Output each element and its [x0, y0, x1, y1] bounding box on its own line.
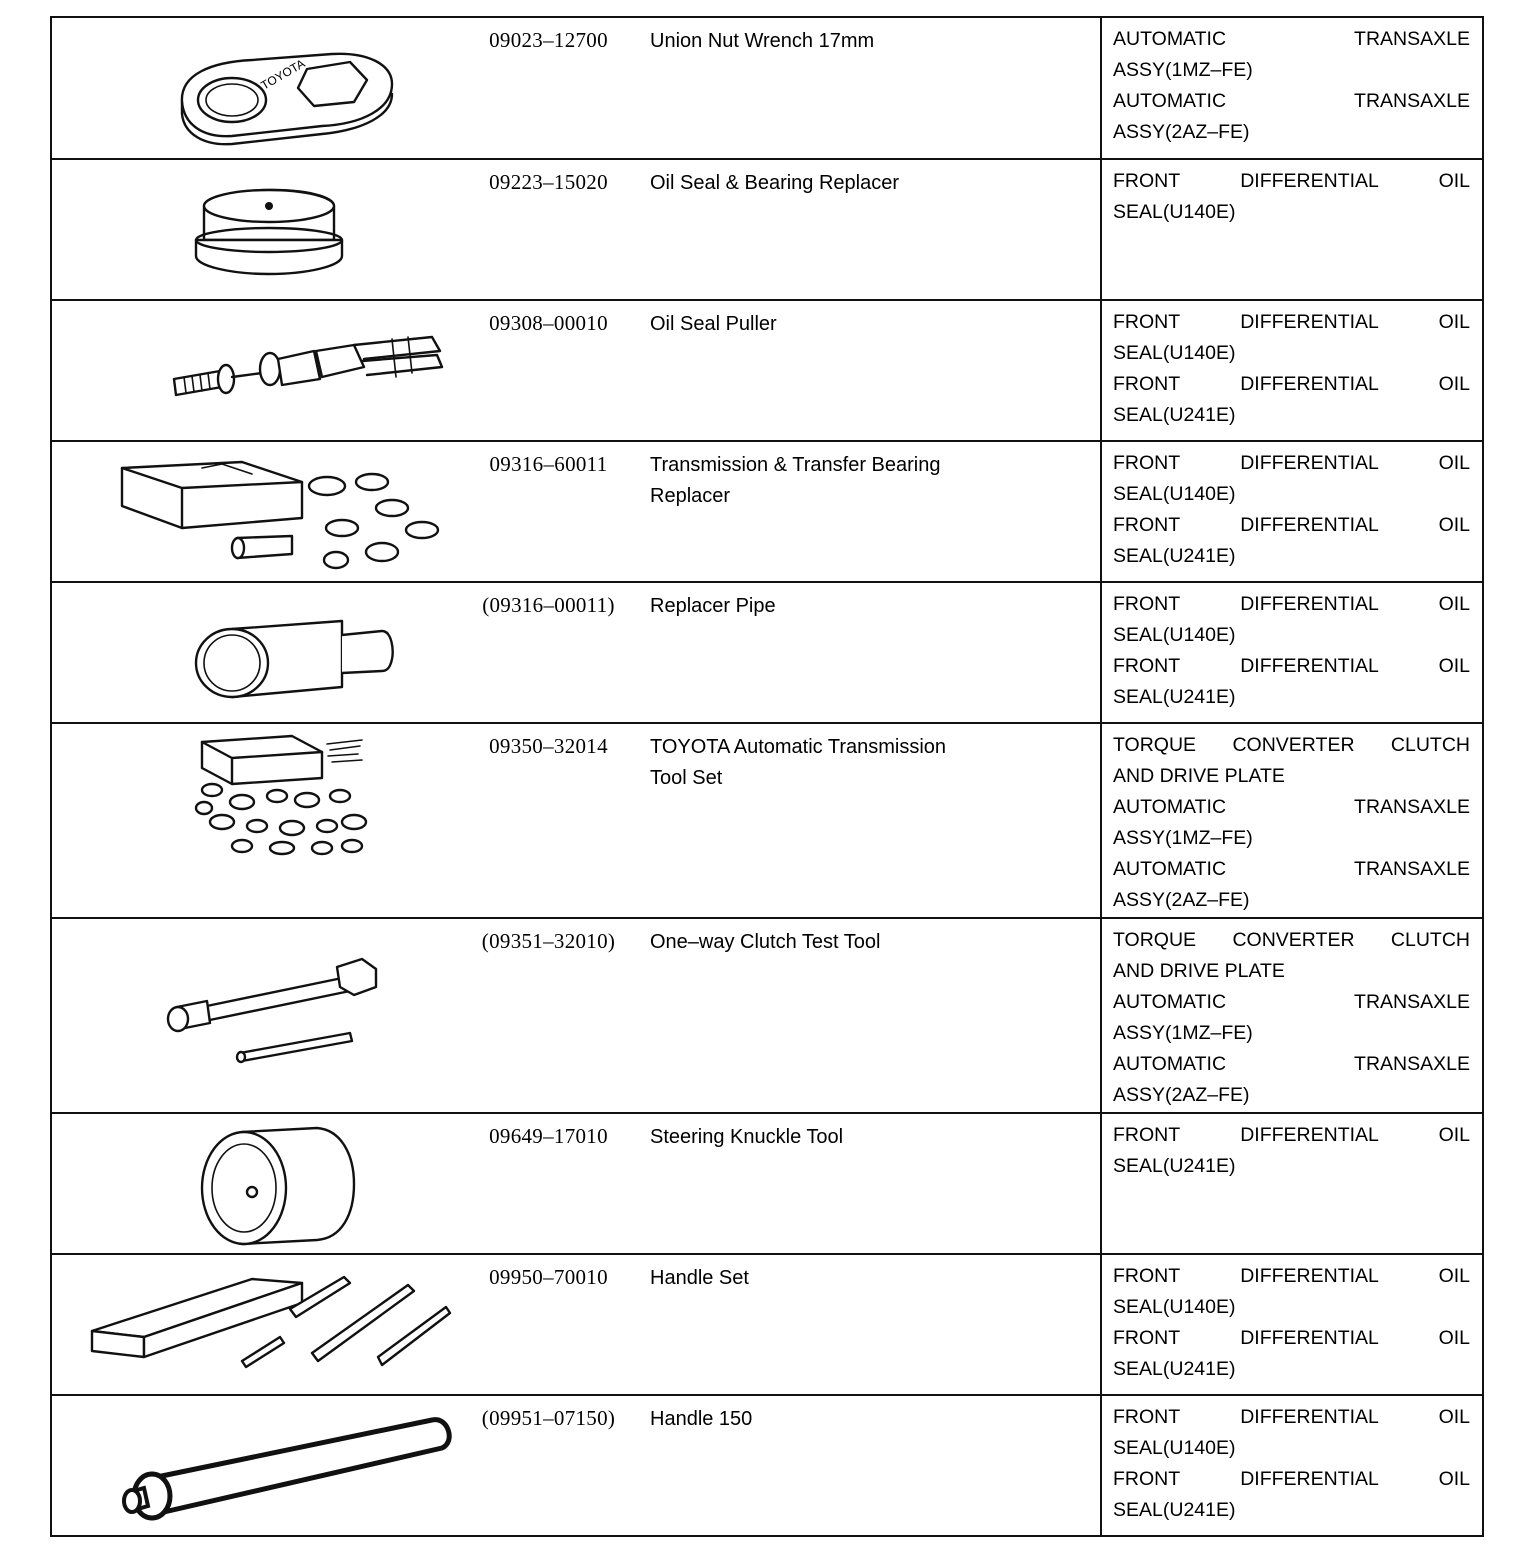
usage-line: SEAL(U241E) [1113, 404, 1236, 426]
special-service-tools-table [50, 16, 1484, 1537]
table-row [51, 441, 1483, 582]
usage-line: FRONT DIFFERENTIAL OIL [1113, 1265, 1470, 1287]
oil-seal-bearing-replacer-icon [92, 166, 472, 292]
tool-name: TOYOTA Automatic Transmission Tool Set [650, 736, 947, 789]
usage-line: AUTOMATIC TRANSAXLE [1113, 1053, 1470, 1075]
tool-name: Steering Knuckle Tool [650, 1126, 844, 1148]
table-row [51, 17, 1483, 159]
part-number: (09316–00011) [482, 593, 615, 617]
usage-line: ASSY(2AZ–FE) [1113, 1084, 1250, 1106]
usage-line: AND DRIVE PLATE [1113, 960, 1285, 982]
usage-line: ASSY(2AZ–FE) [1113, 121, 1250, 143]
table-row [51, 1395, 1483, 1536]
usage-line: SEAL(U140E) [1113, 1296, 1236, 1318]
usage-line: FRONT DIFFERENTIAL OIL [1113, 170, 1470, 192]
usage-line: SEAL(U241E) [1113, 545, 1236, 567]
usage-line: TORQUE CONVERTER CLUTCH [1113, 734, 1470, 756]
transmission-tool-set-icon [92, 730, 472, 856]
table-row [51, 1113, 1483, 1254]
union-nut-wrench-icon [92, 24, 472, 150]
usage-line: SEAL(U140E) [1113, 201, 1236, 223]
usage-line: SEAL(U140E) [1113, 483, 1236, 505]
usage-line: AUTOMATIC TRANSAXLE [1113, 991, 1470, 1013]
usage-line: AUTOMATIC TRANSAXLE [1113, 90, 1470, 112]
usage-cell [1102, 919, 1482, 1111]
usage-cell [1102, 1396, 1482, 1526]
usage-line: SEAL(U140E) [1113, 624, 1236, 646]
usage-line: AND DRIVE PLATE [1113, 765, 1285, 787]
usage-line: FRONT DIFFERENTIAL OIL [1113, 311, 1470, 333]
usage-cell [1102, 160, 1482, 228]
usage-line: SEAL(U241E) [1113, 1499, 1236, 1521]
part-number: (09351–32010) [481, 929, 616, 953]
usage-line: ASSY(1MZ–FE) [1113, 59, 1253, 81]
part-number: 09350–32014 [489, 734, 608, 758]
table-row [51, 300, 1483, 441]
usage-line: FRONT DIFFERENTIAL OIL [1113, 1406, 1470, 1428]
tool-name: Oil Seal Puller [650, 313, 777, 335]
usage-line: SEAL(U241E) [1113, 686, 1236, 708]
tool-name: Oil Seal & Bearing Replacer [650, 172, 900, 194]
usage-cell [1102, 301, 1482, 431]
usage-line: FRONT DIFFERENTIAL OIL [1113, 1124, 1470, 1146]
usage-line: FRONT DIFFERENTIAL OIL [1113, 655, 1470, 677]
table-row [51, 582, 1483, 723]
oil-seal-puller-icon [92, 307, 472, 433]
tool-name: Union Nut Wrench 17mm [650, 30, 875, 52]
usage-line: ASSY(1MZ–FE) [1113, 1022, 1253, 1044]
table-row [51, 159, 1483, 300]
usage-line: FRONT DIFFERENTIAL OIL [1113, 514, 1470, 536]
tool-name: Handle 150 [650, 1408, 753, 1430]
tool-name: One–way Clutch Test Tool [650, 931, 881, 953]
part-number: 09223–15020 [489, 170, 608, 194]
part-number: 09308–00010 [489, 311, 608, 335]
tool-name: Transmission & Transfer Bearing Replacer [650, 454, 941, 507]
usage-line: FRONT DIFFERENTIAL OIL [1113, 593, 1470, 615]
tool-name: Handle Set [650, 1267, 749, 1289]
usage-line: SEAL(U241E) [1113, 1358, 1236, 1380]
usage-line: SEAL(U241E) [1113, 1155, 1236, 1177]
part-number: (09951–07150) [481, 1406, 616, 1430]
usage-cell [1102, 724, 1482, 916]
usage-line: SEAL(U140E) [1113, 1437, 1236, 1459]
usage-line: AUTOMATIC TRANSAXLE [1113, 858, 1470, 880]
usage-line: FRONT DIFFERENTIAL OIL [1113, 373, 1470, 395]
replacer-pipe-icon [92, 589, 472, 715]
one-way-clutch-test-tool-icon [92, 925, 472, 1051]
usage-line: FRONT DIFFERENTIAL OIL [1113, 1468, 1470, 1490]
tool-name: Replacer Pipe [650, 595, 776, 617]
usage-line: SEAL(U140E) [1113, 342, 1236, 364]
usage-line: FRONT DIFFERENTIAL OIL [1113, 452, 1470, 474]
usage-line: ASSY(1MZ–FE) [1113, 827, 1253, 849]
svg-text:TOYOTA: TOYOTA [258, 56, 308, 93]
usage-line: TORQUE CONVERTER CLUTCH [1113, 929, 1470, 951]
usage-cell [1102, 1255, 1482, 1385]
steering-knuckle-tool-icon [92, 1120, 472, 1246]
usage-cell [1102, 18, 1482, 148]
usage-line: ASSY(2AZ–FE) [1113, 889, 1250, 911]
handle-150-icon [92, 1402, 472, 1528]
part-number: 09023–12700 [489, 28, 608, 52]
usage-cell [1102, 1114, 1482, 1182]
part-number: 09316–60011 [489, 452, 608, 476]
bearing-replacer-set-icon [92, 448, 472, 574]
part-number: 09950–70010 [489, 1265, 608, 1289]
usage-cell [1102, 442, 1482, 572]
table-row [51, 918, 1483, 1113]
table-row [51, 1254, 1483, 1395]
usage-cell [1102, 583, 1482, 713]
handle-set-icon [92, 1261, 472, 1387]
usage-line: AUTOMATIC TRANSAXLE [1113, 796, 1470, 818]
table-row [51, 723, 1483, 918]
part-number: 09649–17010 [489, 1124, 608, 1148]
usage-line: FRONT DIFFERENTIAL OIL [1113, 1327, 1470, 1349]
usage-line: AUTOMATIC TRANSAXLE [1113, 28, 1470, 50]
